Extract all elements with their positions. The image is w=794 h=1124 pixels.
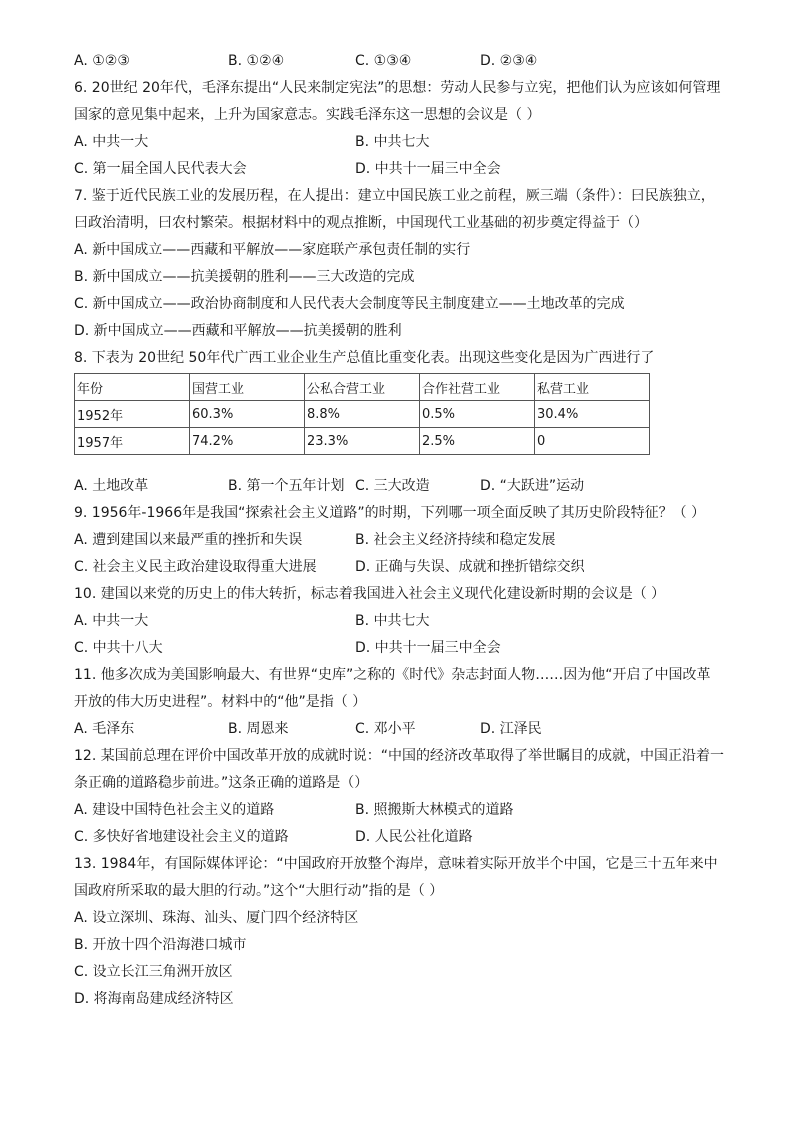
table-cell: 23.3% bbox=[305, 428, 420, 455]
q5-option-d[interactable]: D. ②③④ bbox=[480, 53, 538, 69]
q7-option-a[interactable]: A. 新中国成立——西藏和平解放——家庭联产承包责任制的实行 bbox=[74, 242, 471, 258]
q11-options bbox=[74, 716, 724, 743]
q6-stem: 6. 20世纪 20年代，毛泽东提出“人民来制定宪法”的思想：劳动人民参与立宪，把他们认为应该如何管理国家的意见集中起来，上升为国家意志。实践毛泽东这一思想的会议是（ ） bbox=[74, 80, 721, 123]
q12-options-row2 bbox=[74, 824, 724, 851]
table-header-row bbox=[75, 374, 650, 401]
q5-option-b[interactable]: B. ①②④ bbox=[228, 53, 285, 69]
q9-stem: 9. 1956年-1966年是我国“探索社会主义道路”的时期，下列哪一项全面反映了其历史阶段特征？（ ） bbox=[74, 505, 706, 521]
table-cell: 0 bbox=[535, 428, 650, 455]
q7-option-c[interactable]: C. 新中国成立——政治协商制度和人民代表大会制度等民主制度建立——土地改革的完成 bbox=[74, 296, 625, 312]
q11-option-a[interactable]: A. 毛泽东 bbox=[74, 721, 135, 737]
q13-option-b[interactable]: B. 开放十四个沿海港口城市 bbox=[74, 937, 247, 953]
table-header-cell: 年份 bbox=[75, 374, 190, 401]
q8-table bbox=[74, 373, 650, 455]
q6-option-b[interactable]: B. 中共七大 bbox=[355, 134, 430, 150]
q5-option-a[interactable]: A. ①②③ bbox=[74, 53, 130, 69]
q8-option-d[interactable]: D. “大跃进”运动 bbox=[480, 478, 585, 494]
q5-option-c[interactable]: C. ①③④ bbox=[355, 53, 412, 69]
q8-option-b[interactable]: B. 第一个五年计划 bbox=[228, 478, 345, 494]
q11-option-c[interactable]: C. 邓小平 bbox=[355, 721, 416, 737]
q6-options-row2 bbox=[74, 156, 724, 183]
table-cell: 2.5% bbox=[420, 428, 535, 455]
table-header-cell: 公私合营工业 bbox=[305, 374, 420, 401]
q12-stem: 12. 某国前总理在评价中国改革开放的成就时说：“中国的经济改革取得了举世瞩目的成就，中国正沿着一条正确的道路稳步前进。”这条正确的道路是（） bbox=[74, 748, 724, 791]
q9-option-d[interactable]: D. 正确与失误、成就和挫折错综交织 bbox=[355, 559, 585, 575]
q9-option-c[interactable]: C. 社会主义民主政治建设取得重大进展 bbox=[74, 559, 317, 575]
table-cell: 1957年 bbox=[75, 428, 190, 455]
q13-option-d[interactable]: D. 将海南岛建成经济特区 bbox=[74, 991, 234, 1007]
q9-option-a[interactable]: A. 遭到建国以来最严重的挫折和失误 bbox=[74, 532, 303, 548]
table-cell: 30.4% bbox=[535, 401, 650, 428]
table-cell: 1952年 bbox=[75, 401, 190, 428]
q11-option-b[interactable]: B. 周恩来 bbox=[228, 721, 289, 737]
q9-option-b[interactable]: B. 社会主义经济持续和稳定发展 bbox=[355, 532, 556, 548]
q7-option-b[interactable]: B. 新中国成立——抗美援朝的胜利——三大改造的完成 bbox=[74, 269, 415, 285]
table-row bbox=[75, 428, 650, 455]
table-cell: 74.2% bbox=[190, 428, 305, 455]
q12-option-d[interactable]: D. 人民公社化道路 bbox=[355, 829, 473, 845]
q8-option-c[interactable]: C. 三大改造 bbox=[355, 478, 430, 494]
q10-option-b[interactable]: B. 中共七大 bbox=[355, 613, 430, 629]
q10-option-d[interactable]: D. 中共十一届三中全会 bbox=[355, 640, 501, 656]
table-row bbox=[75, 401, 650, 428]
q6-option-a[interactable]: A. 中共一大 bbox=[74, 134, 149, 150]
table-header-cell: 合作社营工业 bbox=[420, 374, 535, 401]
q10-stem: 10. 建国以来党的历史上的伟大转折，标志着我国进入社会主义现代化建设新时期的会议是（ ） bbox=[74, 586, 666, 602]
exam-page bbox=[74, 48, 724, 1013]
table-cell: 60.3% bbox=[190, 401, 305, 428]
table-header-cell: 国营工业 bbox=[190, 374, 305, 401]
q10-options-row2 bbox=[74, 635, 724, 662]
q9-options-row2 bbox=[74, 554, 724, 581]
q11-option-d[interactable]: D. 江泽民 bbox=[480, 721, 542, 737]
q12-option-c[interactable]: C. 多快好省地建设社会主义的道路 bbox=[74, 829, 289, 845]
q9-options-row1 bbox=[74, 527, 724, 554]
q6-options-row1 bbox=[74, 129, 724, 156]
q5-options bbox=[74, 48, 724, 75]
q10-option-a[interactable]: A. 中共一大 bbox=[74, 613, 149, 629]
q7-option-d[interactable]: D. 新中国成立——西藏和平解放——抗美援朝的胜利 bbox=[74, 323, 402, 339]
q13-option-a[interactable]: A. 设立深圳、珠海、汕头、厦门四个经济特区 bbox=[74, 910, 359, 926]
q6-option-d[interactable]: D. 中共十一届三中全会 bbox=[355, 161, 501, 177]
q12-option-b[interactable]: B. 照搬斯大林模式的道路 bbox=[355, 802, 514, 818]
q11-stem: 11. 他多次成为美国影响最大、有世界“史库”之称的《时代》杂志封面人物……因为他“开启了中国改革开放的伟大历史进程”。材料中的“他”是指（ ） bbox=[74, 667, 711, 710]
q8-options bbox=[74, 473, 724, 500]
q7-stem: 7. 鉴于近代民族工业的发展历程，在人提出：建立中国民族工业之前程，厥三端（条件）：曰民族独立，曰政治清明，曰农村繁荣。根据材料中的观点推断，中国现代工业基础的初步奠定得益于（） bbox=[74, 188, 715, 231]
q12-option-a[interactable]: A. 建设中国特色社会主义的道路 bbox=[74, 802, 275, 818]
q8-option-a[interactable]: A. 土地改革 bbox=[74, 478, 149, 494]
q13-option-c[interactable]: C. 设立长江三角洲开放区 bbox=[74, 964, 233, 980]
table-header-cell: 私营工业 bbox=[535, 374, 650, 401]
q8-stem: 8. 下表为 20世纪 50年代广西工业企业生产总值比重变化表。出现这些变化是因为广西进行了 bbox=[74, 350, 655, 366]
q6-option-c[interactable]: C. 第一届全国人民代表大会 bbox=[74, 161, 247, 177]
q10-options-row1 bbox=[74, 608, 724, 635]
q10-option-c[interactable]: C. 中共十八大 bbox=[74, 640, 163, 656]
table-cell: 0.5% bbox=[420, 401, 535, 428]
table-cell: 8.8% bbox=[305, 401, 420, 428]
q13-stem: 13. 1984年，有国际媒体评论：“中国政府开放整个海岸，意味着实际开放半个中国，它是三十五年来中国政府所采取的最大胆的行动。”这个“大胆行动”指的是（ ） bbox=[74, 856, 718, 899]
q12-options-row1 bbox=[74, 797, 724, 824]
